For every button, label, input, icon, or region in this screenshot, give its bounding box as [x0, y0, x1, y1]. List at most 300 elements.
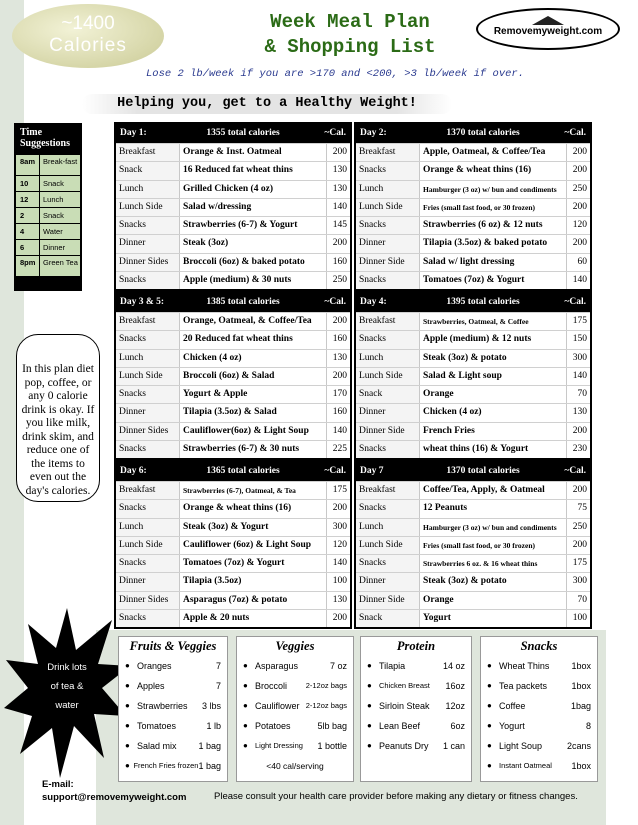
meal-calories: 100: [326, 573, 350, 590]
meal-row: [356, 591, 590, 609]
shopping-item: [119, 657, 227, 677]
day-total-calories: 1370 total calories: [446, 128, 520, 138]
meal-food: Orange & wheat thins (16): [183, 503, 292, 514]
meal-type: Dinner: [116, 235, 180, 252]
meal-calories: 70: [566, 386, 590, 403]
meal-food: Asparagus (7oz) & potato: [183, 594, 288, 605]
meal-calories: 175: [566, 555, 590, 572]
meal-type: Snacks: [116, 555, 180, 572]
meal-row: [356, 198, 590, 216]
meal-type: Lunch Side: [356, 368, 420, 385]
day-header: [116, 124, 350, 143]
time-cell: 10: [16, 176, 40, 191]
meal-calories: 130: [326, 181, 350, 198]
meal-food: Hamburger (3 oz) w/ bun and condiments: [423, 522, 557, 532]
meal-type: Breakfast: [116, 482, 180, 499]
meal-type: Breakfast: [116, 144, 180, 161]
calories-unit: ~Cal.: [564, 128, 586, 138]
meal-food: Tomatoes (7oz) & Yogurt: [423, 275, 525, 286]
day-header: [116, 462, 350, 481]
meal-row: [116, 161, 350, 179]
calories-unit: ~Cal.: [564, 297, 586, 307]
shopping-item: [237, 677, 353, 697]
time-suggestions-title: [16, 125, 80, 154]
meal-type: Lunch Side: [356, 199, 420, 216]
meal-food: Yogurt: [423, 613, 451, 624]
bullet-icon: ●: [487, 661, 492, 670]
meal-row: [356, 609, 590, 627]
meal-food: Strawberries, Oatmeal, & Coffee: [423, 317, 529, 326]
shopping-fruits-box: [118, 636, 228, 782]
meal-food: Strawberries 6 oz. & 16 wheat thins: [423, 559, 538, 569]
meal-row: [356, 330, 590, 348]
meal-calories: 170: [326, 386, 350, 403]
meal-type: Lunch Side: [356, 537, 420, 554]
meal-row: [116, 385, 350, 403]
shopping-item-quantity: 3 lbs: [201, 701, 221, 711]
meal-row: [116, 180, 350, 198]
meal-food: Apple & 20 nuts: [183, 613, 250, 624]
meal-row: [116, 253, 350, 271]
meal-row: [356, 403, 590, 421]
shopping-item-quantity: 6oz: [450, 721, 465, 731]
day-total-calories: 1370 total calories: [446, 466, 520, 476]
meal-type: Lunch: [116, 181, 180, 198]
meal-calories: 200: [566, 162, 590, 179]
meal-food: Cauliflower(6oz) & Light Soup: [183, 425, 309, 436]
meal-food: Tilapia (3.5oz) & Salad: [183, 407, 277, 418]
meal-calories: 200: [566, 199, 590, 216]
time-row: [16, 207, 80, 223]
meal-food: Strawberries (6-7), Oatmeal, & Tea: [183, 486, 296, 495]
meal-type: Lunch: [116, 350, 180, 367]
shopping-item-name: Light Dressing: [255, 741, 303, 750]
activity-cell: Water: [43, 227, 63, 236]
meal-food: 12 Peanuts: [423, 503, 468, 514]
meal-row: [116, 536, 350, 554]
bullet-icon: ●: [125, 721, 130, 730]
meal-food: Tilapia (3.5oz): [183, 576, 242, 587]
meal-type: Lunch: [356, 350, 420, 367]
meal-food: Steak (3oz) & potato: [423, 352, 507, 363]
meal-row: [116, 481, 350, 499]
meal-food: Steak (3oz): [183, 238, 229, 249]
meal-type: Snacks: [116, 272, 180, 289]
meal-row: [356, 481, 590, 499]
meal-type: Dinner: [116, 404, 180, 421]
meal-food: Hamburger (3 oz) w/ bun and condiments: [423, 184, 557, 194]
meal-row: [116, 216, 350, 234]
meal-food: Cauliflower (6oz) & Light Soup: [183, 539, 312, 550]
bullet-icon: ●: [367, 681, 372, 690]
meal-calories: 70: [566, 592, 590, 609]
meal-row: [116, 609, 350, 627]
meal-calories: 130: [326, 162, 350, 179]
meal-food: Salad & Light soup: [423, 370, 502, 381]
time-cell: 4: [16, 224, 40, 239]
meal-row: [116, 312, 350, 330]
email-label: E-mail:: [42, 779, 74, 790]
shopping-item-name: Coffee: [499, 701, 526, 711]
bullet-icon: ●: [367, 661, 372, 670]
meal-food: 16 Reduced fat wheat thins: [183, 165, 293, 176]
bullet-icon: ●: [487, 741, 492, 750]
shopping-item-name: Yogurt: [499, 721, 525, 731]
meal-type: Snacks: [356, 217, 420, 234]
meal-type: Snacks: [116, 441, 180, 458]
shopping-item-quantity: 1 bottle: [317, 741, 347, 751]
meal-food: Chicken (4 oz): [423, 407, 482, 418]
shopping-item-quantity: 1bag: [570, 701, 591, 711]
bullet-icon: ●: [243, 721, 248, 730]
meal-calories: 120: [566, 217, 590, 234]
time-row: [16, 175, 80, 191]
site-logo[interactable]: [476, 8, 620, 50]
day-header: [116, 293, 350, 312]
calories-unit: ~Cal.: [324, 128, 346, 138]
day-plan-table: [114, 460, 352, 629]
meal-type: Dinner: [356, 404, 420, 421]
time-cell: 8pm: [16, 256, 40, 276]
meal-row: [116, 518, 350, 536]
shopping-item-name: French Fries frozen: [133, 761, 199, 770]
meal-food: Salad w/dressing: [183, 201, 252, 212]
shopping-item-quantity: 1 can: [442, 741, 465, 751]
meal-type: Snacks: [116, 331, 180, 348]
bullet-icon: ●: [367, 721, 372, 730]
meal-calories: 200: [566, 235, 590, 252]
meal-type: Snacks: [356, 441, 420, 458]
meal-calories: 175: [326, 482, 350, 499]
meal-row: [116, 572, 350, 590]
meal-calories: 250: [326, 272, 350, 289]
meal-food: Apple, Oatmeal, & Coffee/Tea: [423, 147, 546, 157]
shopping-item: [119, 697, 227, 717]
meal-row: [116, 403, 350, 421]
meal-row: [356, 216, 590, 234]
meal-row: [356, 536, 590, 554]
day-name: Day 6:: [120, 466, 147, 476]
day-total-calories: 1365 total calories: [206, 466, 280, 476]
meal-type: Snacks: [356, 331, 420, 348]
shopping-section-title: Snacks: [520, 639, 558, 653]
day-name: Day 1:: [120, 128, 147, 138]
meal-row: [356, 554, 590, 572]
shopping-item-quantity: 2cans: [566, 741, 591, 751]
health-disclaimer: Please consult your health care provider before making any dietary or fitness changes.: [214, 791, 578, 802]
meal-type: Dinner Sides: [116, 592, 180, 609]
meal-food: Apple (medium) & 30 nuts: [183, 275, 292, 286]
meal-food: Salad w/ light dressing: [423, 256, 515, 267]
meal-row: [356, 312, 590, 330]
meal-type: Dinner Sides: [116, 254, 180, 271]
shopping-item: [119, 677, 227, 697]
shopping-item: [481, 717, 597, 737]
meal-calories: 225: [326, 441, 350, 458]
shopping-item: [481, 677, 597, 697]
meal-food: Orange & Inst. Oatmeal: [183, 147, 282, 157]
meal-food: Yogurt & Apple: [183, 389, 248, 400]
email-address[interactable]: support@removemyweight.com: [42, 792, 187, 803]
meal-type: Dinner Side: [356, 592, 420, 609]
shopping-item-quantity: 16oz: [445, 681, 465, 691]
meal-type: Lunch: [356, 519, 420, 536]
meal-calories: 200: [326, 313, 350, 330]
shopping-item-name: Salad mix: [137, 741, 177, 751]
meal-calories: 250: [566, 519, 590, 536]
meal-calories: 200: [326, 144, 350, 161]
time-suggestions-table: [14, 123, 82, 291]
calories-badge-line2: Calories: [49, 35, 127, 56]
meal-calories: 200: [566, 537, 590, 554]
starburst-line: Drink lots: [47, 662, 87, 673]
activity-cell: Snack: [43, 179, 64, 188]
activity-cell: Green Tea: [43, 258, 78, 267]
meal-calories: 200: [326, 235, 350, 252]
day-plan-table: [114, 122, 352, 291]
shopping-item: [361, 677, 471, 697]
meal-food: Broccoli (6oz) & baked potato: [183, 256, 305, 267]
calories-badge-line1: ~1400: [61, 13, 115, 34]
page-title: [240, 10, 460, 60]
shopping-item: [119, 717, 227, 737]
drink-water-starburst: [4, 608, 130, 778]
meal-calories: 160: [326, 254, 350, 271]
meal-type: Lunch Side: [116, 368, 180, 385]
shopping-item: [119, 737, 227, 757]
meal-type: Dinner Side: [356, 254, 420, 271]
meal-calories: 230: [566, 441, 590, 458]
meal-type: Breakfast: [356, 482, 420, 499]
meal-type: Snacks: [116, 500, 180, 517]
day-name: Day 2:: [360, 128, 387, 138]
shopping-item-quantity: 1box: [571, 761, 591, 771]
meal-row: [356, 499, 590, 517]
shopping-item-name: Instant Oatmeal: [499, 761, 552, 770]
shopping-protein-box: [360, 636, 472, 782]
meal-type: Lunch Side: [116, 199, 180, 216]
meal-food: Orange & wheat thins (16): [423, 165, 532, 176]
meal-calories: 140: [326, 199, 350, 216]
day-plan-table: [354, 460, 592, 629]
meal-row: [116, 330, 350, 348]
day-plan-table: [354, 122, 592, 291]
bullet-icon: ●: [487, 701, 492, 710]
meal-food: Strawberries (6-7) & Yogurt: [183, 220, 298, 231]
tagline-banner: Helping you, get to a Healthy Weight!: [82, 94, 452, 114]
meal-type: Dinner: [356, 235, 420, 252]
meal-food: 20 Reduced fat wheat thins: [183, 334, 293, 345]
meal-food: Orange, Oatmeal, & Coffee/Tea: [183, 316, 312, 326]
shopping-item-name: Tomatoes: [137, 721, 177, 731]
meal-row: [356, 234, 590, 252]
shopping-item: [237, 697, 353, 717]
shopping-item-name: Sirloin Steak: [379, 701, 430, 711]
meal-row: [116, 234, 350, 252]
shopping-item: [481, 657, 597, 677]
meal-type: Snacks: [116, 217, 180, 234]
meal-food: Broccoli (6oz) & Salad: [183, 370, 275, 381]
meal-calories: 300: [566, 573, 590, 590]
day-header: [356, 462, 590, 481]
time-row: [16, 223, 80, 239]
meal-calories: 200: [566, 482, 590, 499]
meal-food: Coffee/Tea, Apply, & Oatmeal: [423, 485, 545, 495]
meal-food: Steak (3oz) & Yogurt: [183, 521, 269, 532]
meal-calories: 60: [566, 254, 590, 271]
shopping-item-name: Strawberries: [137, 701, 188, 711]
shopping-item: [361, 697, 471, 717]
shopping-item-name: Cauliflower: [255, 701, 300, 711]
meal-row: [356, 349, 590, 367]
meal-row: [116, 591, 350, 609]
shopping-item-quantity: 7: [215, 681, 221, 691]
meal-calories: 140: [566, 368, 590, 385]
time-cell: 2: [16, 208, 40, 223]
meal-calories: 200: [566, 144, 590, 161]
shopping-item: [481, 737, 597, 757]
meal-calories: 150: [566, 331, 590, 348]
meal-row: [116, 554, 350, 572]
shopping-item: [237, 657, 353, 677]
meal-calories: 140: [566, 272, 590, 289]
shopping-item: [119, 757, 227, 777]
meal-row: [116, 422, 350, 440]
meal-type: Snacks: [356, 272, 420, 289]
meal-calories: 200: [566, 423, 590, 440]
meal-type: Breakfast: [356, 313, 420, 330]
meal-food: Fries (small fast food, or 30 frozen): [423, 202, 535, 212]
activity-cell: Dinner: [43, 243, 66, 252]
meal-calories: 140: [326, 423, 350, 440]
shopping-item-quantity: 7 oz: [329, 661, 347, 671]
meal-calories: 75: [566, 500, 590, 517]
time-row: [16, 239, 80, 255]
day-name: Day 3 & 5:: [120, 297, 165, 307]
meal-calories: 200: [326, 368, 350, 385]
meal-calories: 145: [326, 217, 350, 234]
shopping-item: [237, 717, 353, 737]
meal-type: Dinner Side: [356, 423, 420, 440]
meal-food: Tilapia (3.5oz) & baked potato: [423, 238, 548, 249]
shopping-item-quantity: 1box: [571, 681, 591, 691]
meal-food: Orange: [423, 594, 454, 605]
meal-calories: 200: [326, 610, 350, 627]
page-title-line2: & Shopping List: [264, 36, 436, 58]
shopping-item-quantity: 1box: [571, 661, 591, 671]
shopping-item-name: Tilapia: [379, 661, 406, 671]
bullet-icon: ●: [125, 741, 130, 750]
meal-row: [356, 572, 590, 590]
bullet-icon: ●: [243, 741, 248, 750]
bullet-icon: ●: [125, 661, 130, 670]
meal-type: Breakfast: [356, 144, 420, 161]
day-total-calories: 1385 total calories: [206, 297, 280, 307]
shopping-item-name: Potatoes: [255, 721, 291, 731]
shopping-item: [361, 737, 471, 757]
shopping-item-quantity: 1 bag: [198, 741, 221, 751]
bullet-icon: ●: [487, 721, 492, 730]
starburst-text: [32, 658, 102, 715]
bullet-icon: ●: [243, 661, 248, 670]
meal-calories: 300: [326, 519, 350, 536]
meal-row: [356, 271, 590, 289]
meal-calories: 200: [326, 500, 350, 517]
meal-type: Dinner Sides: [116, 423, 180, 440]
meal-row: [116, 143, 350, 161]
time-suggestions-title-line2: Suggestions: [20, 138, 71, 149]
shopping-item-quantity: 2-12oz bags: [305, 701, 347, 710]
meal-calories: 130: [566, 404, 590, 421]
shopping-item-quantity: 7: [215, 661, 221, 671]
meal-food: Orange: [423, 389, 454, 400]
starburst-line: of tea &: [50, 681, 84, 692]
meal-calories: 130: [326, 592, 350, 609]
activity-cell: Snack: [43, 211, 64, 220]
meal-row: [356, 180, 590, 198]
shopping-item-name: Tea packets: [499, 681, 548, 691]
activity-cell: Lunch: [43, 195, 64, 204]
shopping-item-name: Oranges: [137, 661, 172, 671]
meal-food: Grilled Chicken (4 oz): [183, 183, 273, 194]
shopping-item-name: Apples: [137, 681, 165, 691]
meal-row: [356, 161, 590, 179]
shopping-item-name: Chicken Breast: [379, 681, 430, 690]
shopping-item-name: Light Soup: [499, 741, 543, 751]
meal-calories: 130: [326, 350, 350, 367]
bullet-icon: ●: [243, 701, 248, 710]
meal-food: Steak (3oz) & potato: [423, 576, 507, 587]
shopping-veggies-box: [236, 636, 354, 782]
meal-type: Snacks: [116, 386, 180, 403]
meal-row: [356, 385, 590, 403]
meal-type: Snacks: [356, 555, 420, 572]
day-plan-table: [114, 291, 352, 460]
shopping-item: [481, 757, 597, 777]
meal-calories: 100: [566, 610, 590, 627]
day-name: Day 4:: [360, 297, 387, 307]
day-total-calories: 1395 total calories: [446, 297, 520, 307]
shopping-item-name: Lean Beef: [379, 721, 421, 731]
meal-calories: 160: [326, 331, 350, 348]
diet-drink-note: In this plan diet pop, coffee, or any 0 calorie drink is okay. If you like milk, drink skim, and reduce one of the items to even out the day's calories.: [16, 334, 100, 502]
day-plan-table: [354, 291, 592, 460]
meal-row: [356, 253, 590, 271]
meal-type: Lunch: [356, 181, 420, 198]
meal-calories: 160: [326, 404, 350, 421]
meal-calories: 140: [326, 555, 350, 572]
meal-food: Chicken (4 oz): [183, 352, 242, 363]
time-row: [16, 154, 80, 175]
meal-type: Snack: [356, 610, 420, 627]
meal-row: [356, 440, 590, 458]
weight-loss-subtitle: Lose 2 lb/week if you are >170 and <200, >3 lb/week if over.: [145, 68, 525, 80]
meal-row: [116, 349, 350, 367]
shopping-item-quantity: 12oz: [445, 701, 465, 711]
shopping-item: [237, 737, 353, 757]
meal-calories: 120: [326, 537, 350, 554]
bullet-icon: ●: [125, 761, 130, 770]
meal-food: Strawberries (6 oz) & 12 nuts: [423, 220, 543, 231]
meal-calories: 250: [566, 181, 590, 198]
shopping-item-quantity: 5lb bag: [317, 721, 347, 731]
meal-row: [116, 271, 350, 289]
shopping-item: [361, 657, 471, 677]
veggies-calorie-note: <40 cal/serving: [266, 761, 324, 771]
calories-unit: ~Cal.: [564, 466, 586, 476]
meal-type: Snacks: [356, 500, 420, 517]
shopping-item-quantity: 1 lb: [206, 721, 221, 731]
